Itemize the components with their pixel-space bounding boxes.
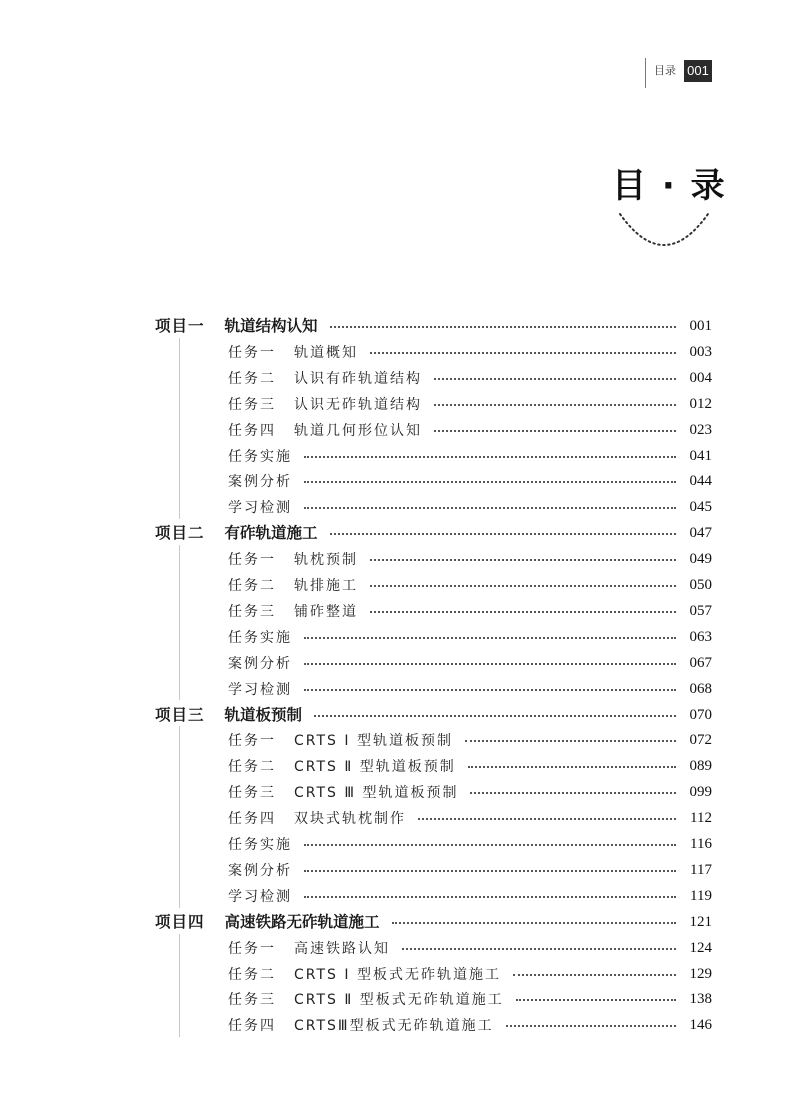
toc-task-entry xyxy=(228,938,712,958)
toc-project-entry xyxy=(155,705,712,725)
toc-project-entry xyxy=(155,316,712,336)
toc-task-entry xyxy=(228,446,712,466)
entry-label: 项目四 xyxy=(155,912,205,931)
entry-page-number: 041 xyxy=(689,447,712,464)
dot-leader xyxy=(370,585,676,587)
entry-page-number: 001 xyxy=(689,318,712,334)
entry-label: 项目三 xyxy=(155,705,205,724)
entry-text xyxy=(228,938,390,959)
entry-page-number: 146 xyxy=(689,1017,712,1034)
entry-text xyxy=(228,860,292,881)
toc-task-entry xyxy=(228,653,712,673)
entry-text xyxy=(155,523,318,543)
entry-label: 任务二 xyxy=(228,759,276,776)
toc-task-entry xyxy=(228,679,712,699)
entry-page-number: 057 xyxy=(689,602,712,619)
entry-label: 任务四 xyxy=(228,1018,276,1035)
entry-text xyxy=(228,446,292,467)
entry-label: 任务实施 xyxy=(228,629,292,646)
entry-label: 任务三 xyxy=(228,992,276,1009)
entry-page-number: 067 xyxy=(689,654,712,671)
dot-leader xyxy=(304,663,676,665)
section-rule xyxy=(179,726,180,907)
entry-page-number: 063 xyxy=(689,628,712,645)
dot-leader xyxy=(304,481,676,483)
entry-label: 项目二 xyxy=(155,524,205,543)
dot-leader xyxy=(330,533,676,535)
entry-title: 轨道概知 xyxy=(294,344,358,361)
entry-page-number: 112 xyxy=(690,810,712,827)
entry-title: 认识有砟轨道结构 xyxy=(294,370,422,387)
entry-title: 轨排施工 xyxy=(294,578,358,594)
entry-title: 轨道板预制 xyxy=(224,705,303,724)
dot-leader xyxy=(370,559,676,561)
entry-text xyxy=(228,420,422,441)
toc-task-entry xyxy=(228,1015,712,1035)
dot-leader xyxy=(304,844,676,846)
dot-leader xyxy=(513,974,676,976)
entry-label: 项目一 xyxy=(155,317,205,335)
entry-text xyxy=(228,964,501,985)
toc-task-entry xyxy=(228,964,712,984)
entry-label: 任务四 xyxy=(228,422,276,439)
toc-task-entry xyxy=(228,601,712,621)
toc-task-entry xyxy=(228,886,712,906)
entry-text xyxy=(155,316,318,336)
toc-task-entry xyxy=(228,808,712,828)
entry-text xyxy=(228,497,292,518)
toc-task-entry xyxy=(228,989,712,1009)
entry-page-number: 116 xyxy=(690,836,712,852)
entry-page-number: 004 xyxy=(689,369,712,386)
entry-text xyxy=(228,886,292,907)
entry-text xyxy=(228,834,292,855)
entry-label: 案例分析 xyxy=(228,655,292,672)
section-rule xyxy=(179,545,180,700)
dot-leader xyxy=(434,404,676,406)
entry-page-number: 047 xyxy=(689,525,712,542)
entry-title: 轨道几何形位认知 xyxy=(294,422,422,439)
entry-text xyxy=(228,394,422,415)
entry-label: 任务三 xyxy=(228,785,276,802)
toc-task-entry xyxy=(228,394,712,414)
toc-task-entry xyxy=(228,497,712,517)
dot-leader xyxy=(470,792,676,794)
entry-page-number: 068 xyxy=(689,680,712,697)
entry-text xyxy=(228,1015,494,1036)
dot-leader xyxy=(304,896,676,898)
entry-label: 任务三 xyxy=(228,396,276,413)
dot-leader xyxy=(434,378,676,380)
entry-label: 学习检测 xyxy=(228,500,292,517)
entry-text xyxy=(228,653,292,674)
entry-page-number: 129 xyxy=(689,965,712,982)
toc-task-entry xyxy=(228,834,712,854)
entry-text xyxy=(228,782,458,803)
toc-task-entry xyxy=(228,420,712,440)
page-title: 目 · 录 xyxy=(612,166,727,206)
dot-leader xyxy=(304,507,676,509)
entry-label: 任务实施 xyxy=(228,837,292,853)
entry-page-number: 045 xyxy=(689,499,712,516)
entry-page-number: 072 xyxy=(689,732,712,749)
entry-text xyxy=(228,627,292,648)
dot-leader xyxy=(418,818,676,820)
toc-task-entry xyxy=(228,368,712,388)
running-header-label: 目录 xyxy=(654,64,676,77)
toc-task-entry xyxy=(228,471,712,491)
dot-leader xyxy=(314,715,676,717)
entry-label: 任务二 xyxy=(228,370,276,387)
dot-leader xyxy=(402,948,676,950)
entry-title: CRTS Ⅰ 型轨道板预制 xyxy=(294,733,453,750)
entry-text xyxy=(228,730,453,751)
entry-page-number: 012 xyxy=(689,395,712,412)
toc-task-entry xyxy=(228,730,712,750)
entry-page-number: 044 xyxy=(689,473,712,490)
entry-title: 轨道结构认知 xyxy=(224,317,318,335)
entry-label: 学习检测 xyxy=(228,888,292,905)
entry-label: 任务二 xyxy=(228,578,276,594)
entry-page-number: 049 xyxy=(689,551,712,568)
dot-leader xyxy=(330,326,676,328)
entry-label: 任务一 xyxy=(228,552,276,569)
toc-task-entry xyxy=(228,575,712,595)
entry-title: CRTS Ⅱ 型轨道板预制 xyxy=(294,759,456,776)
section-rule xyxy=(179,338,180,519)
entry-title: 铺砟整道 xyxy=(294,603,358,620)
dot-leader xyxy=(392,922,676,924)
entry-title: 高速铁路无砟轨道施工 xyxy=(224,912,380,931)
entry-page-number: 089 xyxy=(689,758,712,775)
entry-title: 高速铁路认知 xyxy=(294,940,390,957)
entry-page-number: 099 xyxy=(689,784,712,801)
dot-leader xyxy=(516,999,676,1001)
entry-page-number: 003 xyxy=(689,343,712,360)
entry-page-number: 121 xyxy=(689,913,712,930)
entry-label: 任务实施 xyxy=(228,448,292,465)
entry-text xyxy=(228,471,292,492)
entry-title: CRTS Ⅰ 型板式无砟轨道施工 xyxy=(294,966,501,983)
entry-text xyxy=(228,989,504,1010)
entry-title: 认识无砟轨道结构 xyxy=(294,396,422,413)
entry-text xyxy=(228,549,358,570)
entry-page-number: 023 xyxy=(689,421,712,438)
entry-label: 学习检测 xyxy=(228,681,292,698)
entry-label: 任务一 xyxy=(228,344,276,361)
dot-leader xyxy=(304,637,676,639)
entry-page-number: 119 xyxy=(690,887,712,904)
entry-label: 任务一 xyxy=(228,733,276,750)
entry-text xyxy=(155,912,380,932)
entry-text xyxy=(228,679,292,700)
toc-task-entry xyxy=(228,342,712,362)
entry-label: 任务一 xyxy=(228,940,276,957)
entry-label: 案例分析 xyxy=(228,474,292,491)
dot-leader xyxy=(468,766,676,768)
entry-text xyxy=(228,575,358,596)
toc-task-entry xyxy=(228,782,712,802)
entry-text xyxy=(228,368,422,389)
entry-page-number: 070 xyxy=(689,706,712,723)
entry-text xyxy=(155,705,302,725)
dot-leader xyxy=(465,740,676,742)
entry-title: 有砟轨道施工 xyxy=(224,524,318,543)
entry-text xyxy=(228,756,456,777)
entry-title: CRTS Ⅲ 型轨道板预制 xyxy=(294,785,459,802)
entry-text xyxy=(228,342,358,363)
entry-label: 任务三 xyxy=(228,603,276,620)
entry-title: 轨枕预制 xyxy=(294,552,358,569)
entry-page-number: 138 xyxy=(689,991,712,1008)
entry-label: 案例分析 xyxy=(228,862,292,879)
entry-title: CRTSⅢ型板式无砟轨道施工 xyxy=(294,1018,494,1035)
dot-leader xyxy=(304,870,676,872)
toc-project-entry xyxy=(155,912,712,932)
toc-task-entry xyxy=(228,860,712,880)
running-header-page-number: 001 xyxy=(684,60,712,82)
entry-label: 任务四 xyxy=(228,811,276,828)
dot-leader xyxy=(434,430,676,432)
toc-project-entry xyxy=(155,523,712,543)
entry-title: CRTS Ⅱ 型板式无砟轨道施工 xyxy=(294,992,504,1009)
toc-task-entry xyxy=(228,756,712,776)
entry-label: 任务二 xyxy=(228,966,276,983)
entry-page-number: 124 xyxy=(689,939,712,956)
dot-leader xyxy=(506,1025,676,1027)
section-rule xyxy=(179,934,180,1038)
entry-page-number: 117 xyxy=(690,861,712,878)
toc-task-entry xyxy=(228,549,712,569)
entry-title: 双块式轨枕制作 xyxy=(294,811,406,828)
dot-leader xyxy=(370,611,676,613)
entry-page-number: 050 xyxy=(689,577,712,593)
dot-leader xyxy=(304,689,676,691)
entry-text xyxy=(228,601,358,622)
toc-task-entry xyxy=(228,627,712,647)
entry-text xyxy=(228,808,406,829)
dot-leader xyxy=(304,456,676,458)
dot-leader xyxy=(370,352,676,354)
